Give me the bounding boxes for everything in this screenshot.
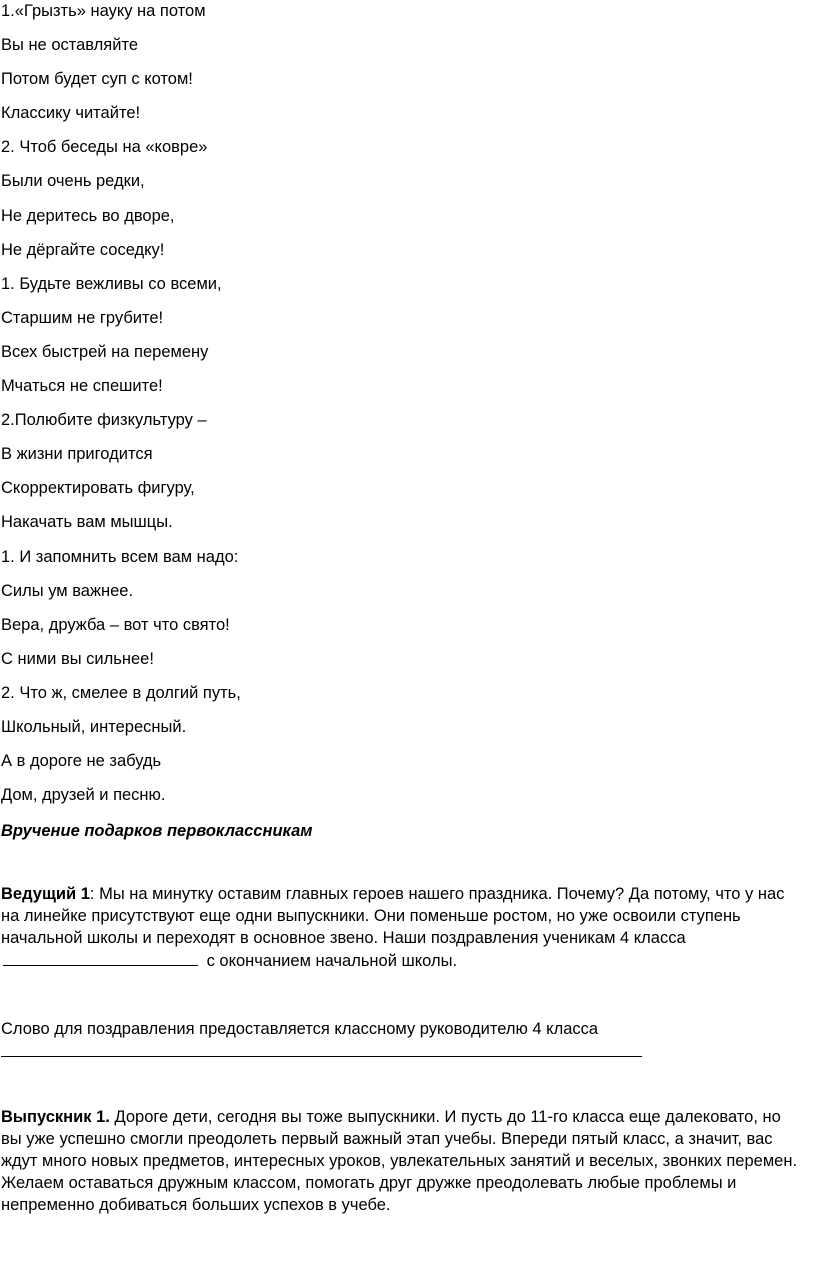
verse-line: С ними вы сильнее! bbox=[1, 649, 154, 668]
verse-line: Мчаться не спешите! bbox=[1, 377, 163, 396]
verse-line: Потом будет суп с котом! bbox=[1, 70, 193, 89]
verse-line: Не дёргайте соседку! bbox=[1, 240, 165, 259]
verse-line: Были очень редки, bbox=[1, 172, 145, 191]
verse-line: 1.«Грызть» науку на потом bbox=[1, 2, 206, 20]
host-paragraph bbox=[1, 883, 801, 972]
verse-line: 1. И запомнить всем вам надо: bbox=[1, 547, 239, 566]
fill-in-blank bbox=[3, 949, 198, 966]
verse-line: Классику читайте! bbox=[1, 104, 141, 123]
verse-line: Старшим не грубите! bbox=[1, 308, 164, 327]
teacher-line: Слово для поздравления предоставляется классному руководителю 4 класса bbox=[1, 1020, 599, 1038]
verse-line: Школьный, интересный. bbox=[1, 717, 187, 736]
speaker-name: Ведущий 1 bbox=[1, 885, 90, 903]
verse-line: Накачать вам мышцы. bbox=[1, 513, 173, 532]
verse-line: 2. Чтоб беседы на «ковре» bbox=[1, 138, 208, 157]
poem-verses bbox=[1, 0, 791, 818]
speaker-name: Выпускник 1. bbox=[1, 1108, 110, 1126]
fill-in-line bbox=[1, 1056, 642, 1057]
verse-line: Не деритесь во дворе, bbox=[1, 206, 175, 225]
paragraph-text: Дороге дети, сегодня вы тоже выпускники. И пусть до 11-го класса еще далековато, но вы уже успешно смогли преодолеть первый важный этап учебы. Впереди пятый класс, а значит, вас ждут много новых предметов, интересных уроков, увлекательных занятий и веселых, звонких перемен. Желаем оставаться дружным классом, помогать друг дружке преодолевать любые проблемы и непременно добиваться больших успехов в учебе. bbox=[1, 1108, 798, 1214]
verse-line: Дом, друзей и песню. bbox=[1, 786, 166, 805]
verse-line: Силы ум важнее. bbox=[1, 581, 134, 600]
verse-line: В жизни пригодится bbox=[1, 445, 153, 464]
graduate-paragraph bbox=[1, 1106, 801, 1216]
verse-line: 2.Полюбите физкультуру – bbox=[1, 411, 207, 430]
verse-line: 1. Будьте вежливы со всеми, bbox=[1, 274, 222, 293]
paragraph-text: : Мы на минутку оставим главных героев нашего праздника. Почему? Да потому, что у нас на линейке присутствуют еще одни выпускники. Они поменьше ростом, но уже освоили ступень начальной школы и переходят в основное звено. Наши поздравления ученикам 4 класса bbox=[1, 885, 785, 947]
verse-line: Скорректировать фигуру, bbox=[1, 479, 195, 498]
verse-line: Всех быстрей на перемену bbox=[1, 342, 209, 361]
paragraph-text: с окончанием начальной школы. bbox=[206, 952, 458, 970]
section-heading: Вручение подарков первоклассникам bbox=[1, 822, 313, 840]
verse-line: Вера, дружба – вот что свято! bbox=[1, 615, 230, 634]
verse-line: А в дороге не забудь bbox=[1, 752, 162, 771]
verse-line: Вы не оставляйте bbox=[1, 36, 139, 55]
verse-line: 2. Что ж, смелее в долгий путь, bbox=[1, 683, 241, 702]
